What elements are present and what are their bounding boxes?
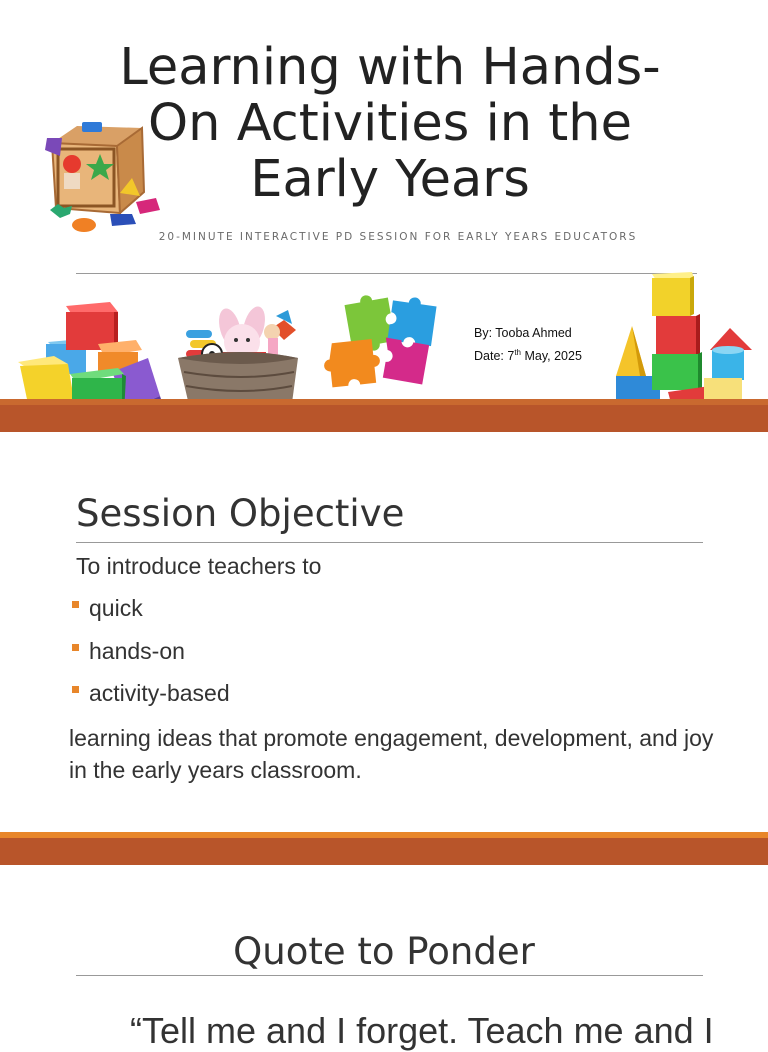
stacked-blocks-icon [612,268,757,420]
objective-intro: To introduce teachers to [76,553,322,579]
objective-closing: learning ideas that promote engagement, development, and joy in the early years classroom. [69,725,714,783]
quote-text: “Tell me and I forget. Teach me and I [130,1010,714,1051]
bullet-square-icon [72,601,79,608]
puzzle-pieces-icon [330,283,440,393]
bullet-square-icon [72,644,79,651]
author-date-block [474,324,582,366]
list-item [70,680,230,723]
bullet-square-icon [72,686,79,693]
title-slide[interactable] [0,0,768,432]
list-item [70,638,230,681]
quote-divider [76,975,703,976]
slide-title: Learning with Hands-On Activities in the Early Years [119,38,661,209]
date-label [474,343,582,366]
objective-slide[interactable] [0,432,768,832]
date-ordinal: th [514,348,521,357]
bullet-text: activity-based [89,680,230,706]
quote-heading: Quote to Ponder [233,930,535,973]
header-band [0,838,768,865]
objective-bullet-list [70,595,230,723]
author-label: By: Tooba Ahmed [474,326,572,340]
date-suffix: May, 2025 [520,349,582,364]
objective-heading: Session Objective [76,492,405,535]
title-divider [76,273,697,274]
quote-slide[interactable] [0,832,768,1051]
objective-divider [76,542,703,543]
bullet-text: hands-on [89,637,185,664]
shelf-edge [0,399,768,405]
bullet-text: quick [89,595,143,621]
slide-subtitle: 20-MINUTE INTERACTIVE PD SESSION FOR EARLY YEARS EDUCATORS [158,231,638,243]
building-blocks-icon [18,300,163,415]
date-prefix: Date: 7 [474,349,515,364]
shape-sorter-icon [42,118,164,236]
list-item [70,595,230,638]
